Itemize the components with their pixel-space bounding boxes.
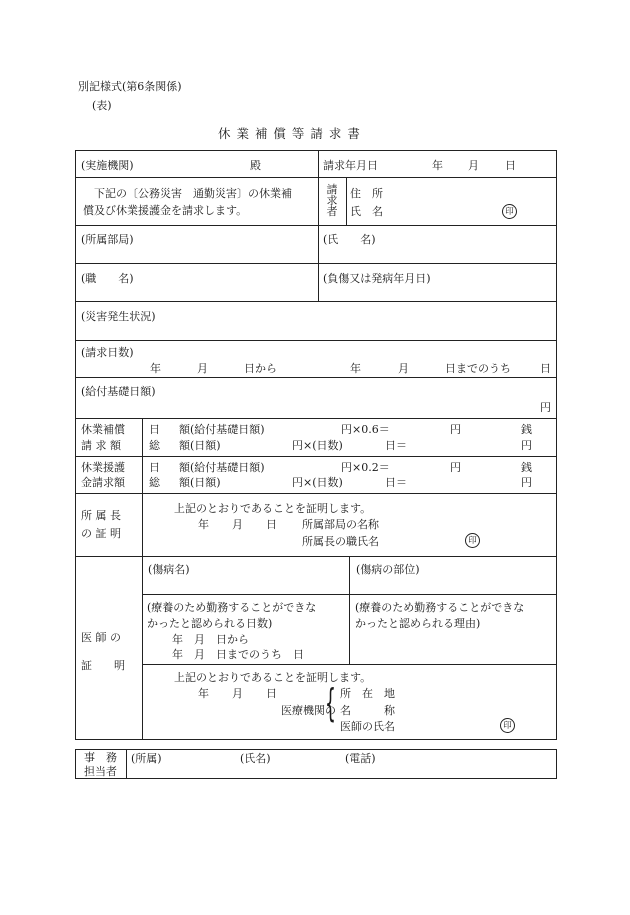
department-label: (所属部局)	[81, 233, 134, 246]
claim-to-year: 年	[350, 362, 361, 375]
claim-to-month: 月	[398, 362, 409, 375]
doctor-certify-text: 上記のとおりであることを証明します。	[174, 671, 372, 684]
doctor-label-line2: 証 明	[81, 659, 125, 672]
claim-from-month: 月	[197, 362, 208, 375]
employee-name-label: (氏 名)	[323, 233, 376, 246]
position-label: (職 名)	[81, 272, 134, 285]
request-date-label: 請求年月日	[323, 159, 378, 172]
clerk-name-label: (氏名)	[240, 752, 271, 765]
doctor-cert-year: 年	[198, 687, 209, 700]
clerk-label-line1: 事 務	[84, 751, 117, 764]
compensation-total-prefix: 総	[149, 439, 160, 452]
relief-total-label: 額(日額)	[179, 476, 221, 489]
compensation-total-formula: 円×(日数)	[292, 439, 343, 452]
institution-name-label: 名 称	[340, 704, 395, 717]
relief-daily-prefix: 日	[149, 461, 160, 474]
doctor-label-line1: 医 師 の	[81, 631, 121, 644]
form-reference: 別記様式(第6条関係)	[78, 80, 182, 93]
claim-from-day: 日から	[244, 362, 277, 375]
institution-brace-mark: {	[325, 681, 336, 725]
claim-days-count: 日	[540, 362, 551, 375]
request-statement-line2: 償及び休業援護金を請求します。	[83, 204, 248, 217]
compensation-total-label: 額(日額)	[179, 439, 221, 452]
doctor-name-label: 医師の氏名	[340, 720, 395, 733]
clerk-phone-label: (電話)	[345, 752, 376, 765]
relief-total-yen: 円	[521, 476, 532, 489]
clerk-affiliation-label: (所属)	[131, 752, 162, 765]
medical-institution-label: 医療機関の	[281, 704, 336, 717]
injury-date-label: (負傷又は発病年月日)	[323, 272, 431, 285]
chief-label-line2: の 証 明	[81, 527, 121, 540]
relief-total-days: 日＝	[385, 476, 407, 489]
relief-daily-yen: 円	[450, 461, 461, 474]
compensation-total-days: 日＝	[385, 439, 407, 452]
leave-reason-line2: かったと認められる理由)	[355, 617, 481, 630]
compensation-daily-yen: 円	[450, 423, 461, 436]
leave-days-from: 年 月 日から	[172, 633, 249, 646]
relief-total-prefix: 総	[149, 476, 160, 489]
chief-label-line1: 所 属 長	[81, 509, 121, 522]
claim-to-day: 日までのうち	[445, 362, 511, 375]
request-statement-line1: 下記の〔公務災害 通勤災害〕の休業補	[94, 187, 292, 200]
base-daily-amount-label: (給付基礎日額)	[81, 385, 156, 398]
compensation-label-line2: 請 求 額	[81, 439, 121, 452]
compensation-daily-prefix: 日	[149, 423, 160, 436]
base-daily-amount-yen: 円	[540, 401, 551, 414]
chief-certify-text: 上記のとおりであることを証明します。	[174, 502, 372, 515]
relief-daily-label: 額(給付基礎日額)	[179, 461, 265, 474]
request-day-label: 日	[505, 159, 516, 172]
form-title: 休 業 補 償 等 請 求 書	[218, 126, 361, 141]
clerk-label-line2: 担当者	[84, 765, 117, 778]
accident-situation-label: (災害発生状況)	[81, 310, 156, 323]
chief-cert-year: 年	[198, 518, 209, 531]
chief-name-label: 所属長の職氏名	[302, 535, 379, 548]
claim-from-year: 年	[150, 362, 161, 375]
agency-label: (実施機関)	[81, 159, 134, 172]
relief-label-line2: 金請求額	[81, 476, 125, 489]
leave-days-until: 年 月 日までのうち 日	[172, 648, 304, 661]
request-year-label: 年	[432, 159, 443, 172]
request-month-label: 月	[468, 159, 479, 172]
relief-total-formula: 円×(日数)	[292, 476, 343, 489]
relief-label-line1: 休業援護	[81, 461, 125, 474]
compensation-daily-sen: 銭	[521, 423, 532, 436]
chief-cert-month: 月	[232, 518, 243, 531]
claimant-name-label: 氏 名	[350, 205, 383, 218]
dept-name-label: 所属部局の名称	[302, 518, 379, 531]
leave-reason-line1: (療養のため勤務することができな	[355, 601, 525, 614]
relief-daily-formula: 円×0.2＝	[341, 461, 390, 474]
compensation-daily-formula: 円×0.6＝	[341, 423, 390, 436]
doctor-seal-mark: 印	[500, 718, 515, 733]
claimant-vertical-label: 請求者	[326, 183, 338, 218]
compensation-label-line1: 休業補償	[81, 423, 125, 436]
chief-cert-day: 日	[266, 518, 277, 531]
chief-seal-mark: 印	[465, 533, 480, 548]
address-label: 住 所	[350, 187, 383, 200]
leave-days-line1: (療養のため勤務することができな	[147, 601, 317, 614]
compensation-daily-label: 額(給付基礎日額)	[179, 423, 265, 436]
doctor-cert-month: 月	[232, 687, 243, 700]
relief-daily-sen: 銭	[521, 461, 532, 474]
claim-days-label: (請求日数)	[81, 346, 134, 359]
disease-part-label: (傷病の部位)	[356, 563, 420, 576]
dono-label: 殿	[250, 159, 261, 172]
form-side: (表)	[92, 99, 112, 112]
institution-location-label: 所 在 地	[340, 687, 395, 700]
disease-name-label: (傷病名)	[148, 563, 190, 576]
compensation-total-yen: 円	[521, 439, 532, 452]
doctor-cert-day: 日	[266, 687, 277, 700]
leave-days-line2: かったと認められる日数)	[147, 617, 273, 630]
claimant-seal-mark: 印	[502, 204, 517, 219]
